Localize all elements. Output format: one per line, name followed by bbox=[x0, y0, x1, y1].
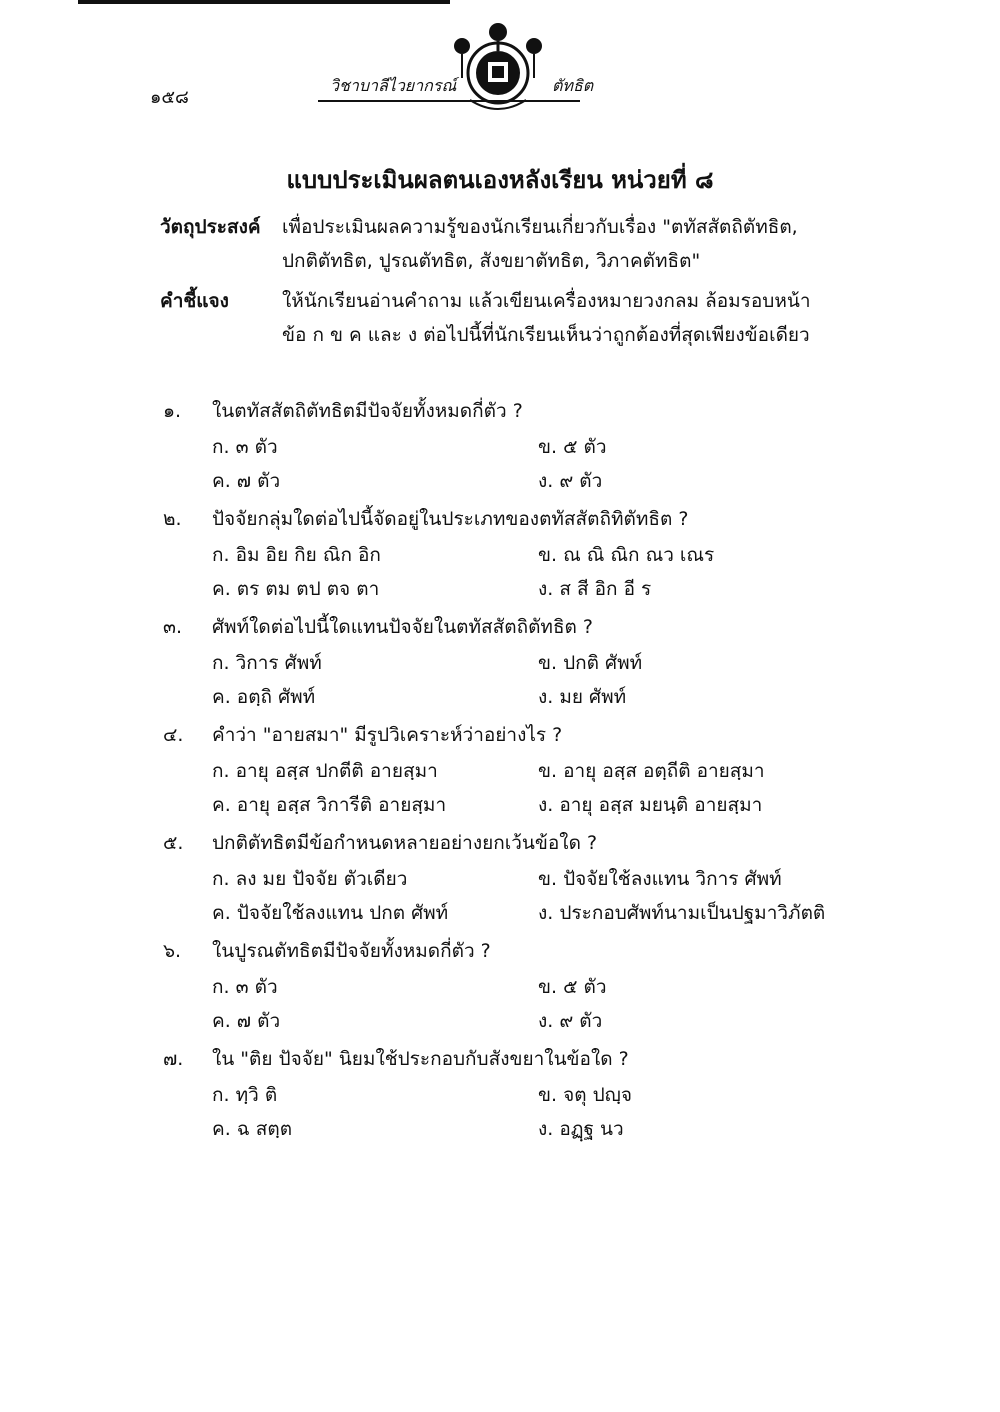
option-b: ข. อายุ อสฺส อตฺถีติ อายสฺมา bbox=[538, 760, 765, 782]
question-text: ปัจจัยกลุ่มใดต่อไปนี้จัดอยู่ในประเภทของตทัสสัตถิทิตัทธิต ? bbox=[212, 508, 689, 530]
question-text: ในตทัสสัตถิตัทธิตมีปัจจัยทั้งหมดกี่ตัว ? bbox=[212, 400, 523, 422]
option-a: ก. อิม อิย กิย ณิก อิก bbox=[212, 544, 381, 566]
question-text: ปกติตัทธิตมีข้อกำหนดหลายอย่างยกเว้นข้อใด ? bbox=[212, 832, 598, 854]
page-title: แบบประเมินผลตนเองหลังเรียน หน่วยที่ ๘ bbox=[286, 166, 714, 194]
option-d: ง. ประกอบศัพท์นามเป็นปฐมาวิภัตติ bbox=[538, 902, 826, 924]
objective-line-1: เพื่อประเมินผลความรู้ของนักเรียนเกี่ยวกับเรื่อง "ตทัสสัตถิตัทธิต, bbox=[282, 216, 798, 238]
instruction-line-1: ให้นักเรียนอ่านคำถาม แล้วเขียนเครื่องหมายวงกลม ล้อมรอบหน้า bbox=[282, 290, 811, 312]
option-c: ค. อตฺถิ ศัพท์ bbox=[212, 686, 316, 708]
option-a: ก. วิการ ศัพท์ bbox=[212, 652, 322, 674]
instruction-line-2: ข้อ ก ข ค และ ง ต่อไปนี้ที่นักเรียนเห็นว่าถูกต้องที่สุดเพียงข้อเดียว bbox=[282, 324, 810, 346]
question-number: ๑. bbox=[163, 400, 182, 422]
option-c: ค. ๗ ตัว bbox=[212, 470, 281, 492]
option-b: ข. ๕ ตัว bbox=[538, 436, 607, 458]
option-c: ค. ปัจจัยใช้ลงแทน ปกต ศัพท์ bbox=[212, 902, 449, 924]
option-c: ค. อายุ อสฺส วิการีติ อายสฺมา bbox=[212, 794, 447, 816]
option-d: ง. ส สี อิก อี ร bbox=[538, 578, 652, 600]
question-number: ๗. bbox=[163, 1048, 184, 1070]
question-text: คำว่า "อายสมา" มีรูปวิเคราะห์ว่าอย่างไร ? bbox=[212, 724, 563, 746]
option-a: ก. อายุ อสฺส ปกตีติ อายสฺมา bbox=[212, 760, 438, 782]
option-c: ค. ตร ตม ตป ตจ ตา bbox=[212, 578, 380, 600]
option-a: ก. ทฺวิ ติ bbox=[212, 1084, 278, 1106]
option-b: ข. ปัจจัยใช้ลงแทน วิการ ศัพท์ bbox=[538, 868, 782, 890]
question-number: ๒. bbox=[163, 508, 182, 530]
question-number: ๕. bbox=[163, 832, 184, 854]
option-b: ข. ปกติ ศัพท์ bbox=[538, 652, 643, 674]
option-d: ง. มย ศัพท์ bbox=[538, 686, 627, 708]
objective-label: วัตถุประสงค์ bbox=[160, 216, 261, 238]
option-d: ง. ๙ ตัว bbox=[538, 470, 603, 492]
objective-line-2: ปกติตัทธิต, ปูรณตัทธิต, สังขยาตัทธิต, วิภาคตัทธิต" bbox=[282, 250, 701, 272]
question-text: ในปูรณตัทธิตมีปัจจัยทั้งหมดกี่ตัว ? bbox=[212, 940, 491, 962]
top-rule bbox=[78, 0, 450, 4]
option-b: ข. จตุ ปญฺจ bbox=[538, 1084, 632, 1106]
running-header-chapter: ตัทธิต bbox=[552, 76, 594, 95]
question-number: ๓. bbox=[163, 616, 183, 638]
option-d: ง. อฏฺฐ นว bbox=[538, 1118, 624, 1140]
option-a: ก. ๓ ตัว bbox=[212, 436, 278, 458]
option-d: ง. ๙ ตัว bbox=[538, 1010, 603, 1032]
option-a: ก. ลง มย ปัจจัย ตัวเดียว bbox=[212, 868, 408, 890]
running-header-subject: วิชาบาลีไวยากรณ์ bbox=[330, 76, 457, 95]
option-b: ข. ๕ ตัว bbox=[538, 976, 607, 998]
page-number: ๑๕๘ bbox=[150, 87, 189, 108]
institution-emblem-icon bbox=[448, 18, 548, 118]
option-d: ง. อายุ อสฺส มยนฺติ อายสฺมา bbox=[538, 794, 763, 816]
question-number: ๖. bbox=[163, 940, 182, 962]
question-text: ใน "ติย ปัจจัย" นิยมใช้ประกอบกับสังขยาในข้อใด ? bbox=[212, 1048, 629, 1070]
option-c: ค. ฉ สตฺต bbox=[212, 1118, 293, 1140]
instruction-label: คำชี้แจง bbox=[160, 290, 229, 312]
option-b: ข. ณ ณิ ณิก ณว เณร bbox=[538, 544, 715, 566]
question-text: ศัพท์ใดต่อไปนี้ใดแทนปัจจัยในตทัสสัตถิตัทธิต ? bbox=[212, 616, 594, 638]
option-c: ค. ๗ ตัว bbox=[212, 1010, 281, 1032]
option-a: ก. ๓ ตัว bbox=[212, 976, 278, 998]
question-number: ๔. bbox=[163, 724, 184, 746]
